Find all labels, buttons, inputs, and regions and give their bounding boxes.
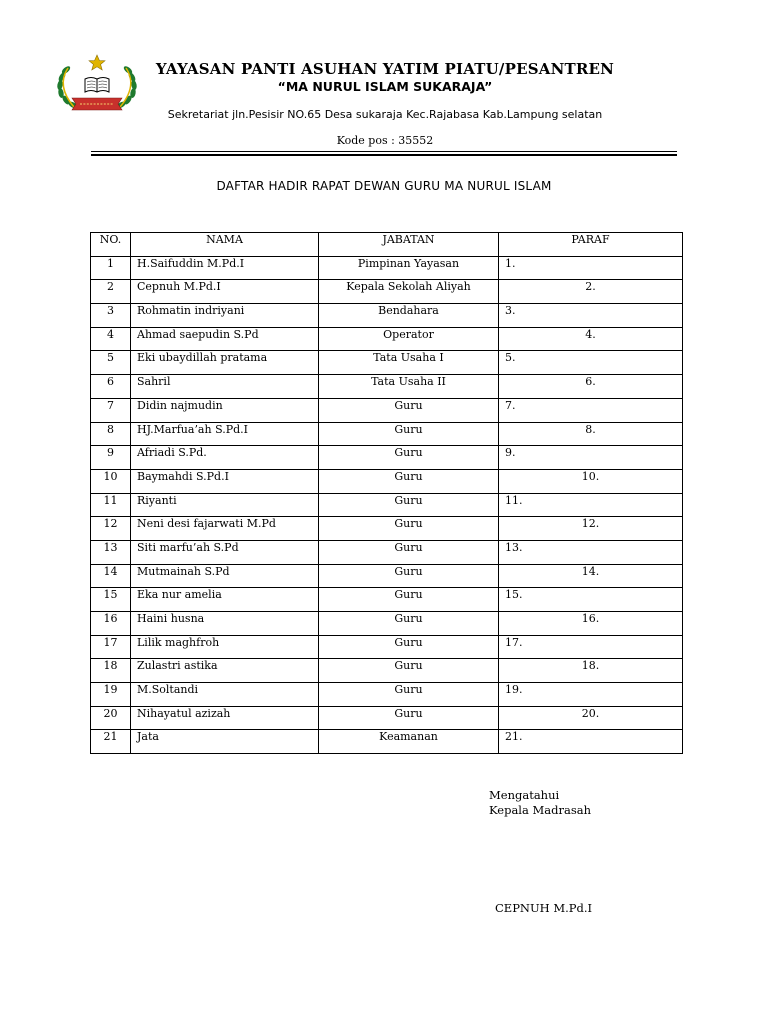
row-name: Lilik maghfroh bbox=[131, 635, 319, 659]
row-name: Eki ubaydillah pratama bbox=[131, 351, 319, 375]
row-name: Zulastri astika bbox=[131, 659, 319, 683]
row-name: Cepnuh M.Pd.I bbox=[131, 280, 319, 304]
row-position: Guru bbox=[319, 517, 499, 541]
row-signature-slot: 2. bbox=[499, 280, 683, 304]
row-number: 2 bbox=[91, 280, 131, 304]
row-name: Mutmainah S.Pd bbox=[131, 564, 319, 588]
row-position: Guru bbox=[319, 398, 499, 422]
row-name: Eka nur amelia bbox=[131, 588, 319, 612]
row-position: Guru bbox=[319, 659, 499, 683]
row-number: 4 bbox=[91, 327, 131, 351]
row-name: Didin najmudin bbox=[131, 398, 319, 422]
row-position: Bendahara bbox=[319, 304, 499, 328]
table-row bbox=[91, 540, 683, 564]
table-row bbox=[91, 256, 683, 280]
row-name: Nihayatul azizah bbox=[131, 706, 319, 730]
organization-address: Sekretariat jln.Pesisir NO.65 Desa sukaraja Kec.Rajabasa Kab.Lampung selatan bbox=[167, 108, 603, 121]
row-signature-slot: 1. bbox=[499, 256, 683, 280]
row-position: Keamanan bbox=[319, 730, 499, 754]
header-jabatan: JABATAN bbox=[319, 233, 499, 257]
table-row bbox=[91, 280, 683, 304]
row-position: Operator bbox=[319, 327, 499, 351]
row-number: 1 bbox=[91, 256, 131, 280]
signer-position: Kepala Madrasah bbox=[489, 803, 592, 817]
attendance-rows bbox=[91, 256, 683, 753]
table-row bbox=[91, 706, 683, 730]
row-number: 16 bbox=[91, 612, 131, 636]
row-signature-slot: 7. bbox=[499, 398, 683, 422]
row-number: 15 bbox=[91, 588, 131, 612]
row-signature-slot: 11. bbox=[499, 493, 683, 517]
document-title: DAFTAR HADIR RAPAT DEWAN GURU MA NURUL ISLAM bbox=[216, 179, 552, 193]
school-emblem-icon bbox=[52, 54, 142, 114]
row-signature-slot: 15. bbox=[499, 588, 683, 612]
table-row bbox=[91, 375, 683, 399]
attendance-table bbox=[90, 232, 683, 754]
row-signature-slot: 20. bbox=[499, 706, 683, 730]
row-name: HJ.Marfua’ah S.Pd.I bbox=[131, 422, 319, 446]
row-name: Afriadi S.Pd. bbox=[131, 446, 319, 470]
row-number: 7 bbox=[91, 398, 131, 422]
row-name: Haini husna bbox=[131, 612, 319, 636]
row-name: H.Saifuddin M.Pd.I bbox=[131, 256, 319, 280]
row-name: Neni desi fajarwati M.Pd bbox=[131, 517, 319, 541]
signer-name: CEPNUH M.Pd.I bbox=[495, 901, 593, 915]
row-number: 19 bbox=[91, 683, 131, 707]
row-position: Guru bbox=[319, 564, 499, 588]
row-signature-slot: 16. bbox=[499, 612, 683, 636]
row-signature-slot: 14. bbox=[499, 564, 683, 588]
table-row bbox=[91, 683, 683, 707]
row-number: 8 bbox=[91, 422, 131, 446]
row-name: M.Soltandi bbox=[131, 683, 319, 707]
row-position: Guru bbox=[319, 469, 499, 493]
row-position: Tata Usaha I bbox=[319, 351, 499, 375]
row-number: 20 bbox=[91, 706, 131, 730]
row-position: Guru bbox=[319, 683, 499, 707]
table-row bbox=[91, 446, 683, 470]
row-name: Rohmatin indriyani bbox=[131, 304, 319, 328]
row-number: 9 bbox=[91, 446, 131, 470]
row-number: 17 bbox=[91, 635, 131, 659]
table-row bbox=[91, 659, 683, 683]
row-name: Jata bbox=[131, 730, 319, 754]
table-row bbox=[91, 351, 683, 375]
row-signature-slot: 8. bbox=[499, 422, 683, 446]
header-paraf: PARAF bbox=[499, 233, 683, 257]
row-signature-slot: 3. bbox=[499, 304, 683, 328]
row-number: 12 bbox=[91, 517, 131, 541]
row-signature-slot: 4. bbox=[499, 327, 683, 351]
table-row bbox=[91, 635, 683, 659]
table-row bbox=[91, 730, 683, 754]
row-position: Guru bbox=[319, 422, 499, 446]
table-header-row bbox=[91, 233, 683, 257]
organization-title: YAYASAN PANTI ASUHAN YATIM PIATU/PESANTREN bbox=[155, 60, 615, 78]
row-number: 10 bbox=[91, 469, 131, 493]
table-row bbox=[91, 564, 683, 588]
acknowledgement-label: Mengatahui bbox=[489, 788, 560, 802]
row-name: Sahril bbox=[131, 375, 319, 399]
table-row bbox=[91, 327, 683, 351]
row-position: Guru bbox=[319, 635, 499, 659]
row-position: Guru bbox=[319, 588, 499, 612]
row-signature-slot: 13. bbox=[499, 540, 683, 564]
row-number: 13 bbox=[91, 540, 131, 564]
table-row bbox=[91, 612, 683, 636]
organization-subtitle: “MA NURUL ISLAM SUKARAJA” bbox=[277, 79, 493, 94]
row-position: Guru bbox=[319, 706, 499, 730]
row-signature-slot: 5. bbox=[499, 351, 683, 375]
header-divider-thin bbox=[91, 151, 677, 152]
row-signature-slot: 21. bbox=[499, 730, 683, 754]
row-number: 3 bbox=[91, 304, 131, 328]
row-position: Guru bbox=[319, 493, 499, 517]
row-number: 21 bbox=[91, 730, 131, 754]
postal-code: Kode pos : 35552 bbox=[336, 134, 434, 147]
row-position: Guru bbox=[319, 540, 499, 564]
table-row bbox=[91, 422, 683, 446]
row-number: 6 bbox=[91, 375, 131, 399]
table-row bbox=[91, 588, 683, 612]
row-name: Riyanti bbox=[131, 493, 319, 517]
header-divider-thick bbox=[91, 154, 677, 156]
row-signature-slot: 12. bbox=[499, 517, 683, 541]
row-signature-slot: 18. bbox=[499, 659, 683, 683]
header-nama: NAMA bbox=[131, 233, 319, 257]
row-position: Guru bbox=[319, 446, 499, 470]
row-number: 5 bbox=[91, 351, 131, 375]
row-signature-slot: 19. bbox=[499, 683, 683, 707]
table-row bbox=[91, 493, 683, 517]
row-signature-slot: 6. bbox=[499, 375, 683, 399]
row-signature-slot: 17. bbox=[499, 635, 683, 659]
row-number: 18 bbox=[91, 659, 131, 683]
row-signature-slot: 9. bbox=[499, 446, 683, 470]
table-row bbox=[91, 398, 683, 422]
header-no: NO. bbox=[91, 233, 131, 257]
table-row bbox=[91, 517, 683, 541]
row-number: 14 bbox=[91, 564, 131, 588]
row-name: Baymahdi S.Pd.I bbox=[131, 469, 319, 493]
table-row bbox=[91, 304, 683, 328]
row-position: Kepala Sekolah Aliyah bbox=[319, 280, 499, 304]
row-position: Tata Usaha II bbox=[319, 375, 499, 399]
row-name: Ahmad saepudin S.Pd bbox=[131, 327, 319, 351]
row-position: Pimpinan Yayasan bbox=[319, 256, 499, 280]
row-name: Siti marfu’ah S.Pd bbox=[131, 540, 319, 564]
table-row bbox=[91, 469, 683, 493]
row-position: Guru bbox=[319, 612, 499, 636]
row-signature-slot: 10. bbox=[499, 469, 683, 493]
row-number: 11 bbox=[91, 493, 131, 517]
